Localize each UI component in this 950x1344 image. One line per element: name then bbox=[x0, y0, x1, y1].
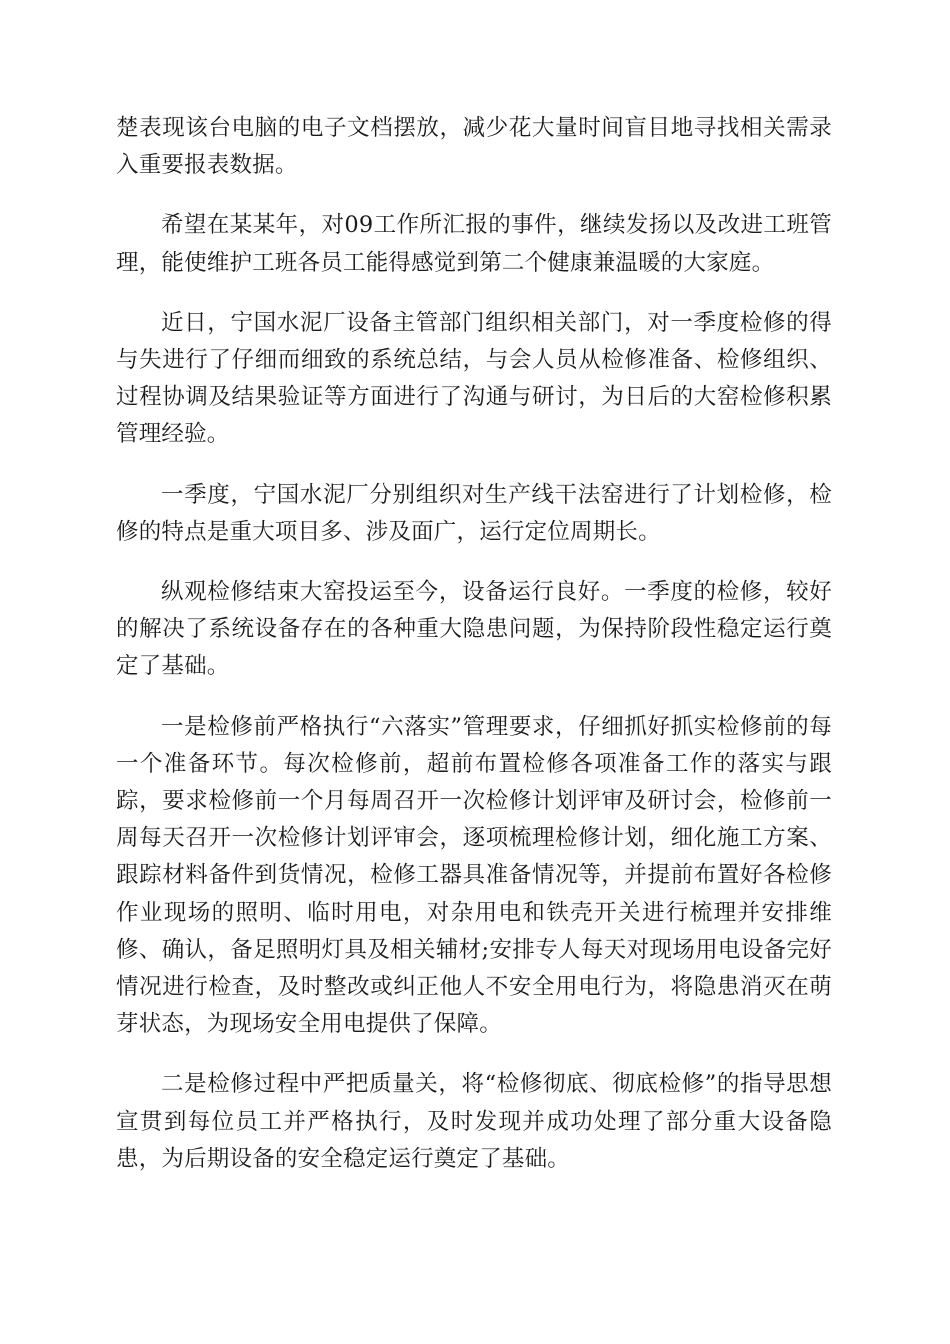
paragraph-3: 近日，宁国水泥厂设备主管部门组织相关部门，对一季度检修的得与失进行了仔细而细致的系统总结，与会人员从检修准备、检修组织、过程协调及结果验证等方面进行了沟通与研讨，为日后的大窑检修积累管理经验。 bbox=[116, 309, 832, 448]
paragraph-7: 二是检修过程中严把质量关，将“检修彻底、彻底检修”的指导思想宣贯到每位员工并严格执行，及时发现并成功处理了部分重大设备隐患，为后期设备的安全稳定运行奠定了基础。 bbox=[116, 1071, 832, 1172]
document-body bbox=[116, 110, 832, 1201]
paragraph-1: 楚表现该台电脑的电子文档摆放，减少花大量时间盲目地寻找相关需录入重要报表数据。 bbox=[116, 115, 832, 179]
paragraph-6: 一是检修前严格执行“六落实”管理要求，仔细抓好抓实检修前的每一个准备环节。每次检修前，超前布置检修各项准备工作的落实与跟踪，要求检修前一个月每周召开一次检修计划评审及研讨会，检修前一周每天召开一次检修计划评审会，逐项梳理检修计划，细化施工方案、跟踪材料备件到货情况，检修工器具准备情况等，并提前布置好各检修作业现场的照明、临时用电，对杂用电和铁壳开关进行梳理并安排维修、确认，备足照明灯具及相关辅材;安排专人每天对现场用电设备完好情况进行检查，及时整改或纠正他人不安全用电行为，将隐患消灭在萌芽状态，为现场安全用电提供了保障。 bbox=[116, 713, 832, 1038]
paragraph-4: 一季度，宁国水泥厂分别组织对生产线干法窑进行了计划检修，检修的特点是重大项目多、涉及面广，运行定位周期长。 bbox=[116, 481, 832, 545]
paragraph-5: 纵观检修结束大窑投运至今，设备运行良好。一季度的检修，较好的解决了系统设备存在的各种重大隐患问题，为保持阶段性稳定运行奠定了基础。 bbox=[116, 579, 832, 680]
paragraph-2: 希望在某某年，对09工作所汇报的事件，继续发扬以及改进工班管理，能使维护工班各员工能得感觉到第二个健康兼温暖的大家庭。 bbox=[116, 212, 832, 276]
